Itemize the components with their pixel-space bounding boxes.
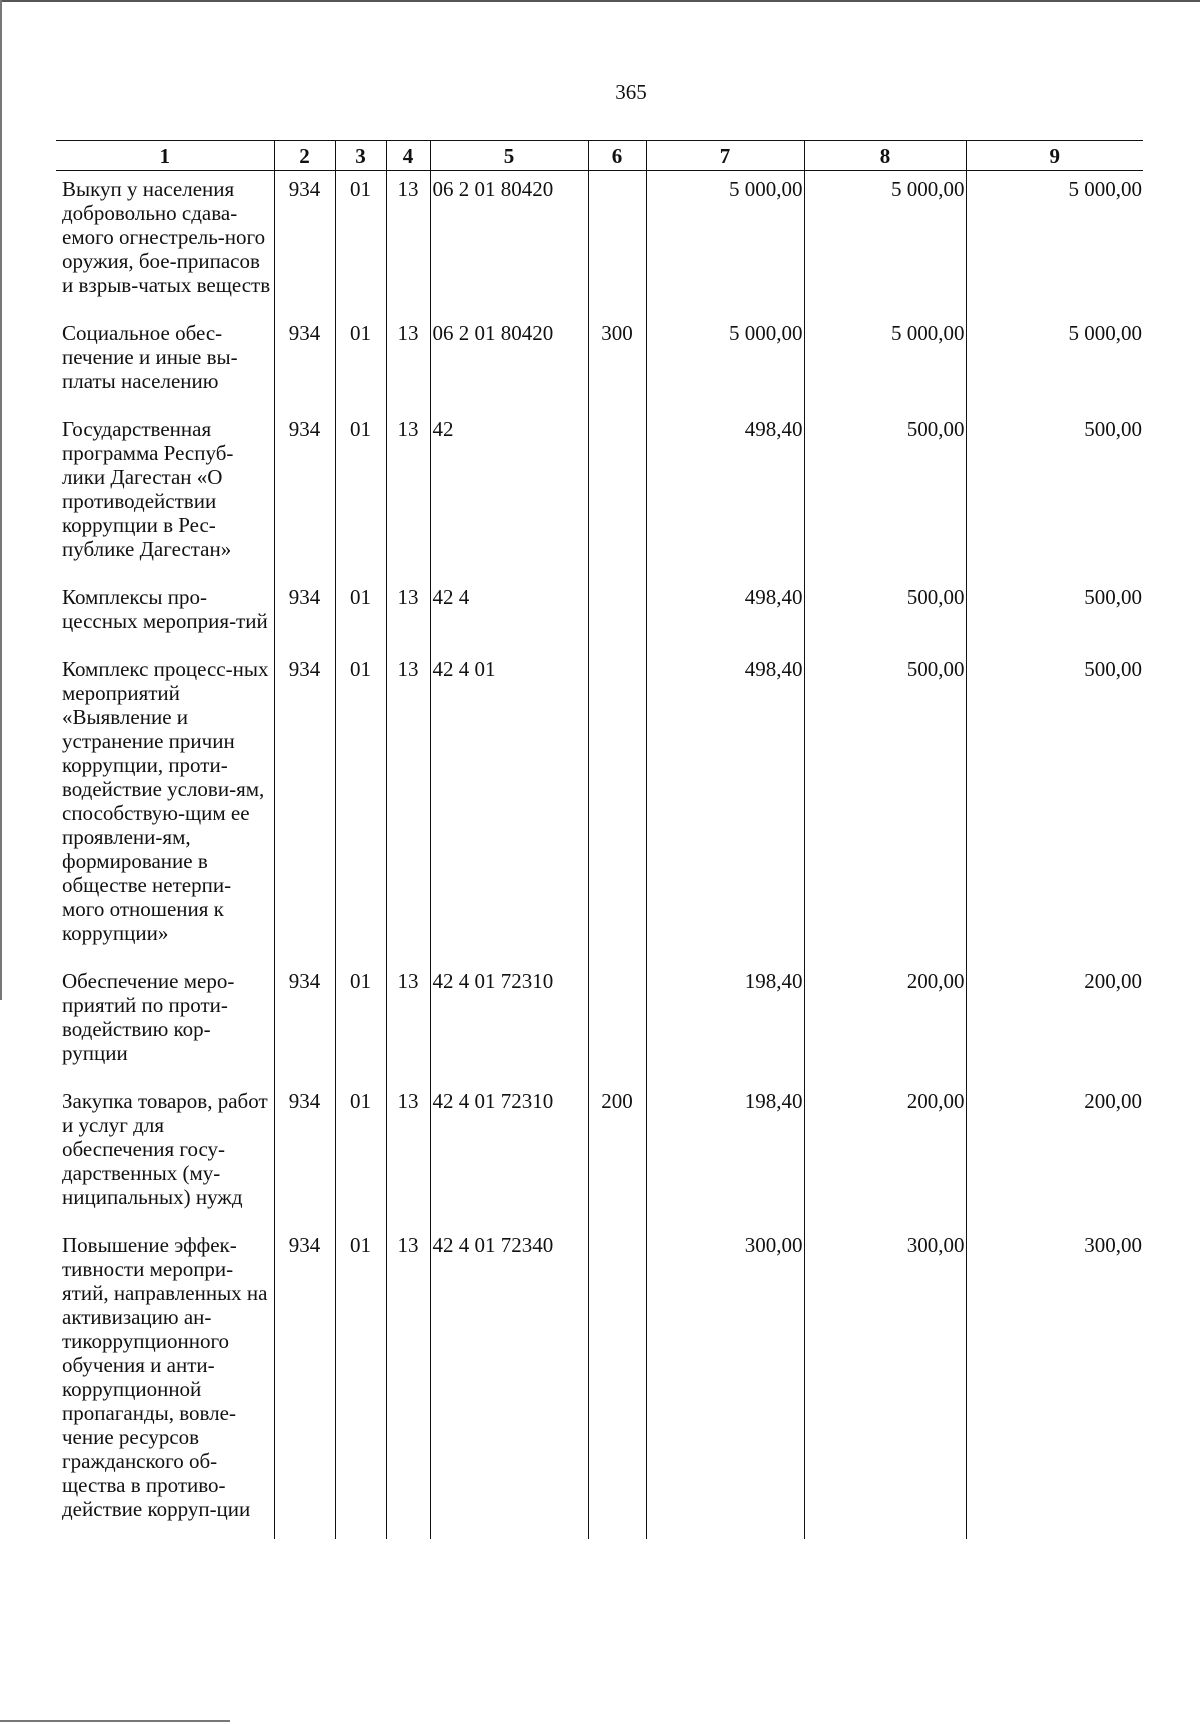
column-header: 2 <box>274 141 335 171</box>
scan-edge-left <box>0 0 2 1000</box>
target-article-cell: 42 4 <box>430 579 588 651</box>
expense-type-cell <box>588 1227 646 1539</box>
amount-col9-cell: 200,00 <box>966 963 1143 1083</box>
table-row <box>56 579 1143 651</box>
ministry-code-cell: 934 <box>274 171 335 316</box>
amount-col8-cell: 500,00 <box>804 579 966 651</box>
table-row <box>56 651 1143 963</box>
expense-type-cell: 300 <box>588 315 646 411</box>
subsection-cell: 13 <box>386 315 430 411</box>
expense-type-cell <box>588 579 646 651</box>
amount-col7-cell: 498,40 <box>646 651 804 963</box>
column-header: 3 <box>335 141 386 171</box>
section-cell: 01 <box>335 651 386 963</box>
subsection-cell: 13 <box>386 579 430 651</box>
section-cell: 01 <box>335 1227 386 1539</box>
target-article-cell: 06 2 01 80420 <box>430 315 588 411</box>
section-cell: 01 <box>335 579 386 651</box>
column-header: 7 <box>646 141 804 171</box>
amount-col7-cell: 5 000,00 <box>646 315 804 411</box>
ministry-code-cell: 934 <box>274 579 335 651</box>
target-article-cell: 42 4 01 <box>430 651 588 963</box>
amount-col7-cell: 498,40 <box>646 579 804 651</box>
ministry-code-cell: 934 <box>274 1227 335 1539</box>
page-number: 365 <box>615 80 647 104</box>
subsection-cell: 13 <box>386 1227 430 1539</box>
row-name-cell: Социальное обес-печение и иные вы-платы населению <box>62 321 238 393</box>
subsection-cell: 13 <box>386 651 430 963</box>
ministry-code-cell: 934 <box>274 963 335 1083</box>
ministry-code-cell: 934 <box>274 411 335 579</box>
row-name-cell: Государственная программа Респуб-лики Дагестан «О противодействии коррупции в Рес-публике Дагестан» <box>62 417 234 561</box>
section-cell: 01 <box>335 411 386 579</box>
section-cell: 01 <box>335 963 386 1083</box>
amount-col9-cell: 5 000,00 <box>966 315 1143 411</box>
table-row <box>56 171 1143 316</box>
amount-col9-cell: 300,00 <box>966 1227 1143 1539</box>
table-row <box>56 1227 1143 1539</box>
column-header: 9 <box>966 141 1143 171</box>
section-cell: 01 <box>335 171 386 316</box>
row-name-cell: Повышение эффек-тивности меропри-ятий, направленных на активизацию ан-тикоррупционного обучения и анти-коррупционной пропаганды, вовле-чение ресурсов гражданского об-щества в противо-действие корруп-ции <box>62 1233 268 1521</box>
ministry-code-cell: 934 <box>274 1083 335 1227</box>
scan-edge-bottom <box>0 1720 230 1722</box>
amount-col9-cell: 500,00 <box>966 579 1143 651</box>
amount-col7-cell: 198,40 <box>646 1083 804 1227</box>
scan-edge-top <box>0 0 1200 2</box>
table-row <box>56 411 1143 579</box>
table-row <box>56 315 1143 411</box>
column-header: 5 <box>430 141 588 171</box>
subsection-cell: 13 <box>386 171 430 316</box>
target-article-cell: 42 4 01 72310 <box>430 1083 588 1227</box>
amount-col9-cell: 200,00 <box>966 1083 1143 1227</box>
ministry-code-cell: 934 <box>274 315 335 411</box>
section-cell: 01 <box>335 315 386 411</box>
table-row <box>56 963 1143 1083</box>
amount-col9-cell: 5 000,00 <box>966 171 1143 316</box>
expense-type-cell <box>588 411 646 579</box>
subsection-cell: 13 <box>386 963 430 1083</box>
expense-type-cell <box>588 651 646 963</box>
column-header: 4 <box>386 141 430 171</box>
expense-type-cell: 200 <box>588 1083 646 1227</box>
row-name-cell: Комплексы про-цессных мероприя-тий <box>62 585 268 633</box>
target-article-cell: 06 2 01 80420 <box>430 171 588 316</box>
row-name-cell: Выкуп у населения добровольно сдава-емого огнестрель-ного оружия, бое-припасов и взрыв-чатых веществ <box>62 177 271 297</box>
amount-col8-cell: 500,00 <box>804 411 966 579</box>
row-name-cell: Комплекс процесс-ных мероприятий «Выявление и устранение причин коррупции, проти-водействие услови-ям, способствую-щим ее проявлени-ям, формирование в обществе нетерпи-мого отношения к коррупции» <box>62 657 269 945</box>
target-article-cell: 42 4 01 72310 <box>430 963 588 1083</box>
amount-col8-cell: 500,00 <box>804 651 966 963</box>
amount-col9-cell: 500,00 <box>966 411 1143 579</box>
amount-col8-cell: 5 000,00 <box>804 171 966 316</box>
ministry-code-cell: 934 <box>274 651 335 963</box>
target-article-cell: 42 <box>430 411 588 579</box>
amount-col7-cell: 300,00 <box>646 1227 804 1539</box>
amount-col7-cell: 5 000,00 <box>646 171 804 316</box>
row-name-cell: Обеспечение меро-приятий по проти-водействию кор-рупции <box>62 969 235 1065</box>
amount-col9-cell: 500,00 <box>966 651 1143 963</box>
section-cell: 01 <box>335 1083 386 1227</box>
column-header: 1 <box>56 141 274 171</box>
subsection-cell: 13 <box>386 411 430 579</box>
column-header: 6 <box>588 141 646 171</box>
budget-table <box>56 140 1143 1539</box>
column-header: 8 <box>804 141 966 171</box>
expense-type-cell <box>588 171 646 316</box>
amount-col8-cell: 200,00 <box>804 1083 966 1227</box>
amount-col8-cell: 5 000,00 <box>804 315 966 411</box>
amount-col8-cell: 200,00 <box>804 963 966 1083</box>
table-header-row <box>56 141 1143 171</box>
amount-col8-cell: 300,00 <box>804 1227 966 1539</box>
row-name-cell: Закупка товаров, работ и услуг для обеспечения госу-дарственных (му-ниципальных) нужд <box>62 1089 268 1209</box>
table-row <box>56 1083 1143 1227</box>
amount-col7-cell: 498,40 <box>646 411 804 579</box>
amount-col7-cell: 198,40 <box>646 963 804 1083</box>
target-article-cell: 42 4 01 72340 <box>430 1227 588 1539</box>
expense-type-cell <box>588 963 646 1083</box>
subsection-cell: 13 <box>386 1083 430 1227</box>
